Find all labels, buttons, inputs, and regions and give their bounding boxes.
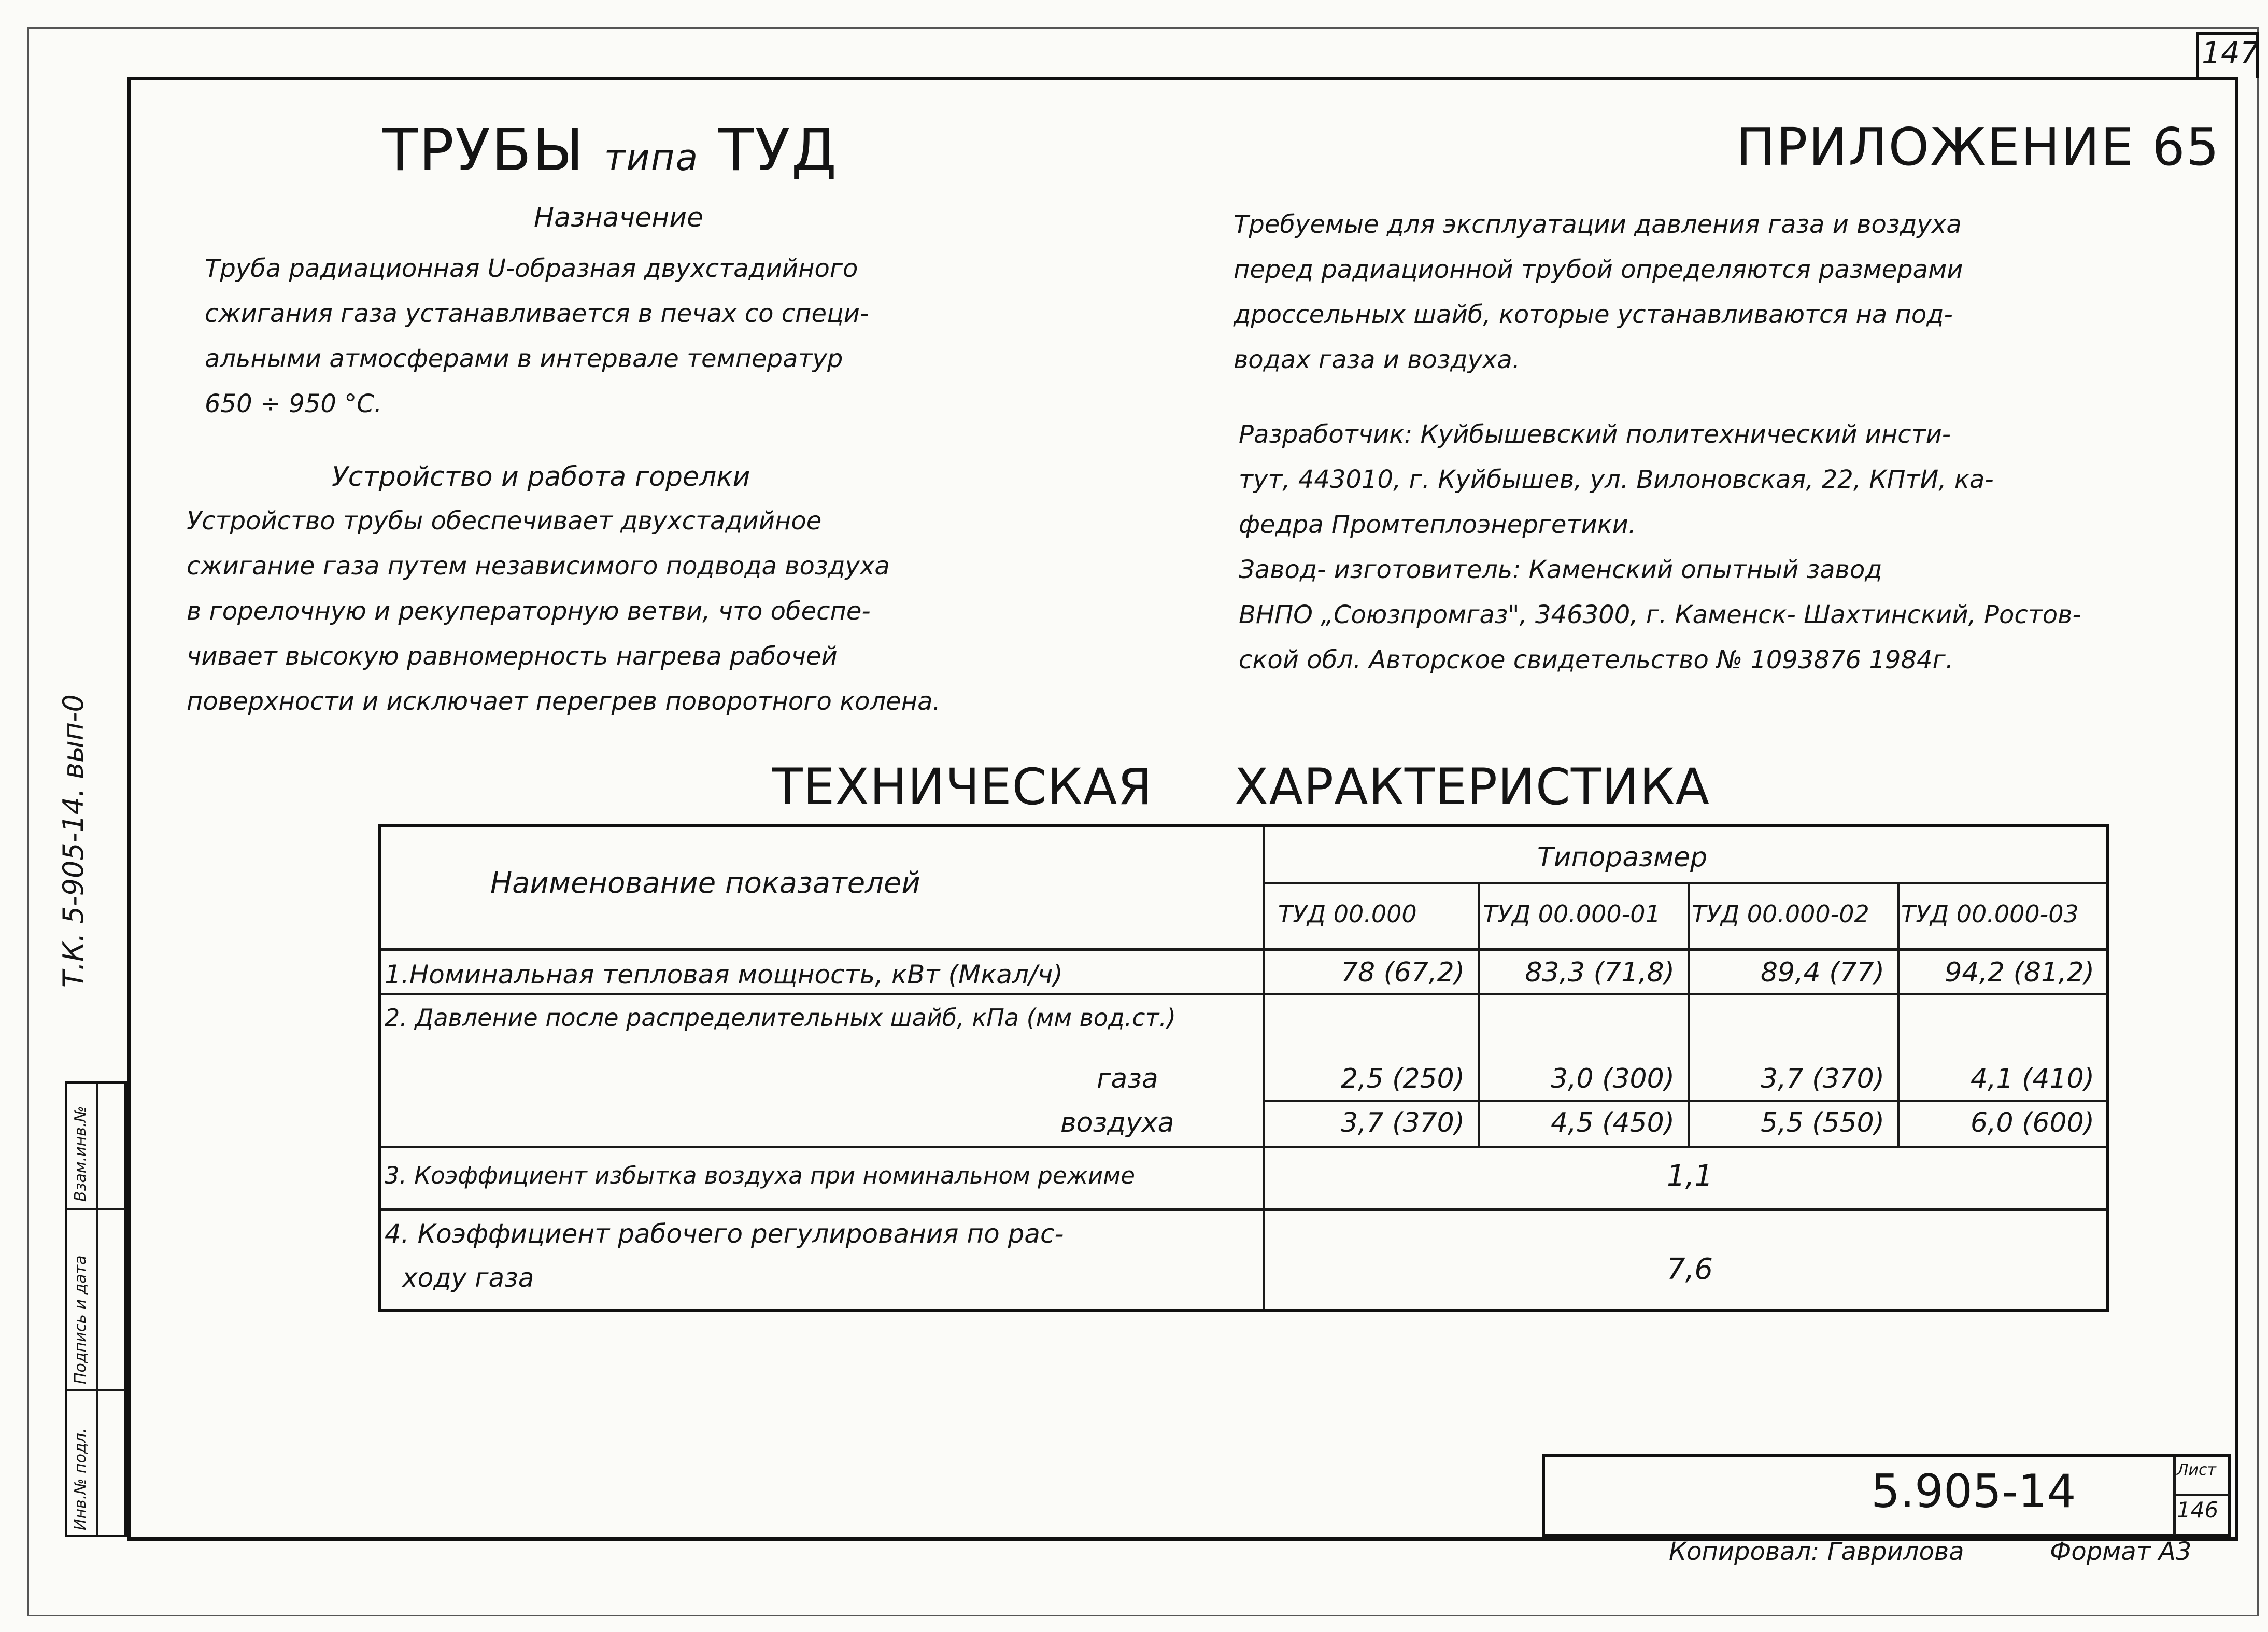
developer-line: Разработчик: Куйбышевский политехнический инсти- [1239, 420, 1951, 449]
size-header: ТУД 00.000-02 [1692, 900, 1869, 928]
side-stamp-cell: Подпись и дата [72, 1255, 90, 1384]
row2-gas-label: газа [1097, 1063, 1158, 1094]
developer-line: федра Промтеплоэнергетики. [1239, 510, 1637, 539]
title-block-divider [2173, 1457, 2176, 1535]
row4-label: ходу газа [402, 1263, 534, 1293]
row2-air-label: воздуха [1060, 1107, 1174, 1138]
table-hline [1263, 882, 2107, 884]
developer-line: Завод- изготовитель: Каменский опытный завод [1239, 555, 1882, 584]
device-line: чивает высокую равномерность нагрева рабочей [187, 642, 838, 671]
side-stamp-divider [96, 1084, 98, 1535]
developer-line: ВНПО „Союзпромгаз", 346300, г. Каменск- Шахтинский, Ростов- [1239, 600, 2081, 629]
appendix-title: ПРИЛОЖЕНИЕ 65 [1736, 117, 2220, 177]
table-hline [381, 993, 2107, 995]
device-line: сжигание газа путем независимого подвода воздуха [187, 552, 890, 581]
size-header: ТУД 00.000 [1278, 900, 1417, 928]
table-vline [1263, 827, 1265, 1309]
device-line: в горелочную и рекуператорную ветви, что обеспе- [187, 597, 871, 626]
pressure-line: дроссельных шайб, которые устанавливаются на под- [1234, 300, 1953, 329]
row2-air-value: 6,0 (600) [1970, 1107, 2094, 1138]
purpose-line: альными атмосферами в интервале температур [205, 344, 843, 373]
pressure-line: водах газа и воздуха. [1234, 345, 1521, 374]
device-text [187, 499, 941, 724]
title-block-divider [2173, 1494, 2230, 1496]
row2-gas-value: 3,0 (300) [1550, 1063, 1675, 1094]
title-code: ТУД [718, 117, 838, 184]
tech-heading: ТЕХНИЧЕСКАЯ ХАРАКТЕРИСТИКА [772, 758, 1710, 816]
header-group: Типоразмер [1537, 842, 1708, 873]
row2-gas-value: 3,7 (370) [1760, 1063, 1884, 1094]
device-line: Устройство трубы обеспечивает двухстадийное [187, 507, 822, 536]
pressure-note [1234, 202, 1963, 383]
format-label: Формат А3 [2050, 1537, 2192, 1566]
title-type-word: типа [604, 136, 699, 179]
purpose-line: Труба радиационная U-образная двухстадийного [205, 254, 858, 283]
row3-label: 3. Коэффициент избытка воздуха при номинальном режиме [385, 1162, 1135, 1189]
header-name: Наименование показателей [490, 866, 920, 900]
table-vline [1478, 882, 1480, 1146]
table-hline [381, 1146, 2107, 1148]
row3-value: 1,1 [1667, 1159, 1713, 1193]
pressure-line: перед радиационной трубой определяются размерами [1234, 255, 1963, 284]
size-header: ТУД 00.000-01 [1483, 900, 1661, 928]
purpose-line: сжигания газа устанавливается в печах со специ- [205, 299, 869, 328]
purpose-heading: Назначение [534, 202, 703, 233]
row2-gas-value: 2,5 (250) [1340, 1063, 1465, 1094]
side-stamp [65, 1081, 127, 1537]
device-heading: Устройство и работа горелки [332, 461, 750, 493]
page-title [382, 117, 838, 184]
side-stamp-cell: Взам.инв.№ [72, 1106, 90, 1202]
size-header: ТУД 00.000-03 [1901, 900, 2079, 928]
row2-air-value: 3,7 (370) [1340, 1107, 1465, 1138]
doc-code: 5.905-14 [1871, 1465, 2076, 1518]
row2-air-value: 5,5 (550) [1760, 1107, 1884, 1138]
table-hline [381, 948, 2107, 951]
side-stamp-divider [67, 1389, 125, 1391]
developer-note [1239, 412, 2081, 683]
row1-label: 1.Номинальная тепловая мощность, кВт (Мкал/ч) [385, 960, 1063, 990]
row1-value: 94,2 (81,2) [1945, 957, 2094, 988]
row1-value: 78 (67,2) [1340, 957, 1465, 988]
sheet-number: 146 [2177, 1497, 2219, 1523]
row1-value: 89,4 (77) [1760, 957, 1884, 988]
side-stamp-divider [67, 1208, 125, 1210]
table-hline [381, 1208, 2107, 1211]
side-stamp-cell: Инв.№ подл. [72, 1428, 90, 1530]
developer-line: ской обл. Авторское свидетельство № 1093876 1984г. [1239, 645, 1953, 674]
row4-label: 4. Коэффициент рабочего регулирования по рас- [385, 1219, 1064, 1249]
row4-value: 7,6 [1667, 1253, 1713, 1286]
purpose-line: 650 ÷ 950 °С. [205, 389, 382, 418]
row2-label: 2. Давление после распределительных шайб, кПа (мм вод.ст.) [385, 1004, 1176, 1032]
copied-by: Копировал: Гаврилова [1669, 1537, 1964, 1566]
developer-line: тут, 443010, г. Куйбышев, ул. Вилоновская, 22, КПтИ, ка- [1239, 465, 1994, 494]
purpose-text [205, 246, 869, 427]
page-number: 147 [2202, 35, 2259, 71]
row2-gas-value: 4,1 (410) [1970, 1063, 2094, 1094]
side-code: Т.К. 5-905-14. вып-0 [57, 694, 90, 988]
pressure-line: Требуемые для эксплуатации давления газа и воздуха [1234, 210, 1962, 239]
row2-air-value: 4,5 (450) [1550, 1107, 1675, 1138]
spec-table [378, 824, 2109, 1312]
sheet-label: Лист [2177, 1461, 2217, 1479]
row1-value: 83,3 (71,8) [1525, 957, 1675, 988]
table-hline [1263, 1100, 2107, 1102]
table-vline [1688, 882, 1690, 1146]
device-line: поверхности и исключает перегрев поворотного колена. [187, 687, 941, 716]
table-vline [1897, 882, 1900, 1146]
title-word: ТРУБЫ [382, 117, 585, 184]
